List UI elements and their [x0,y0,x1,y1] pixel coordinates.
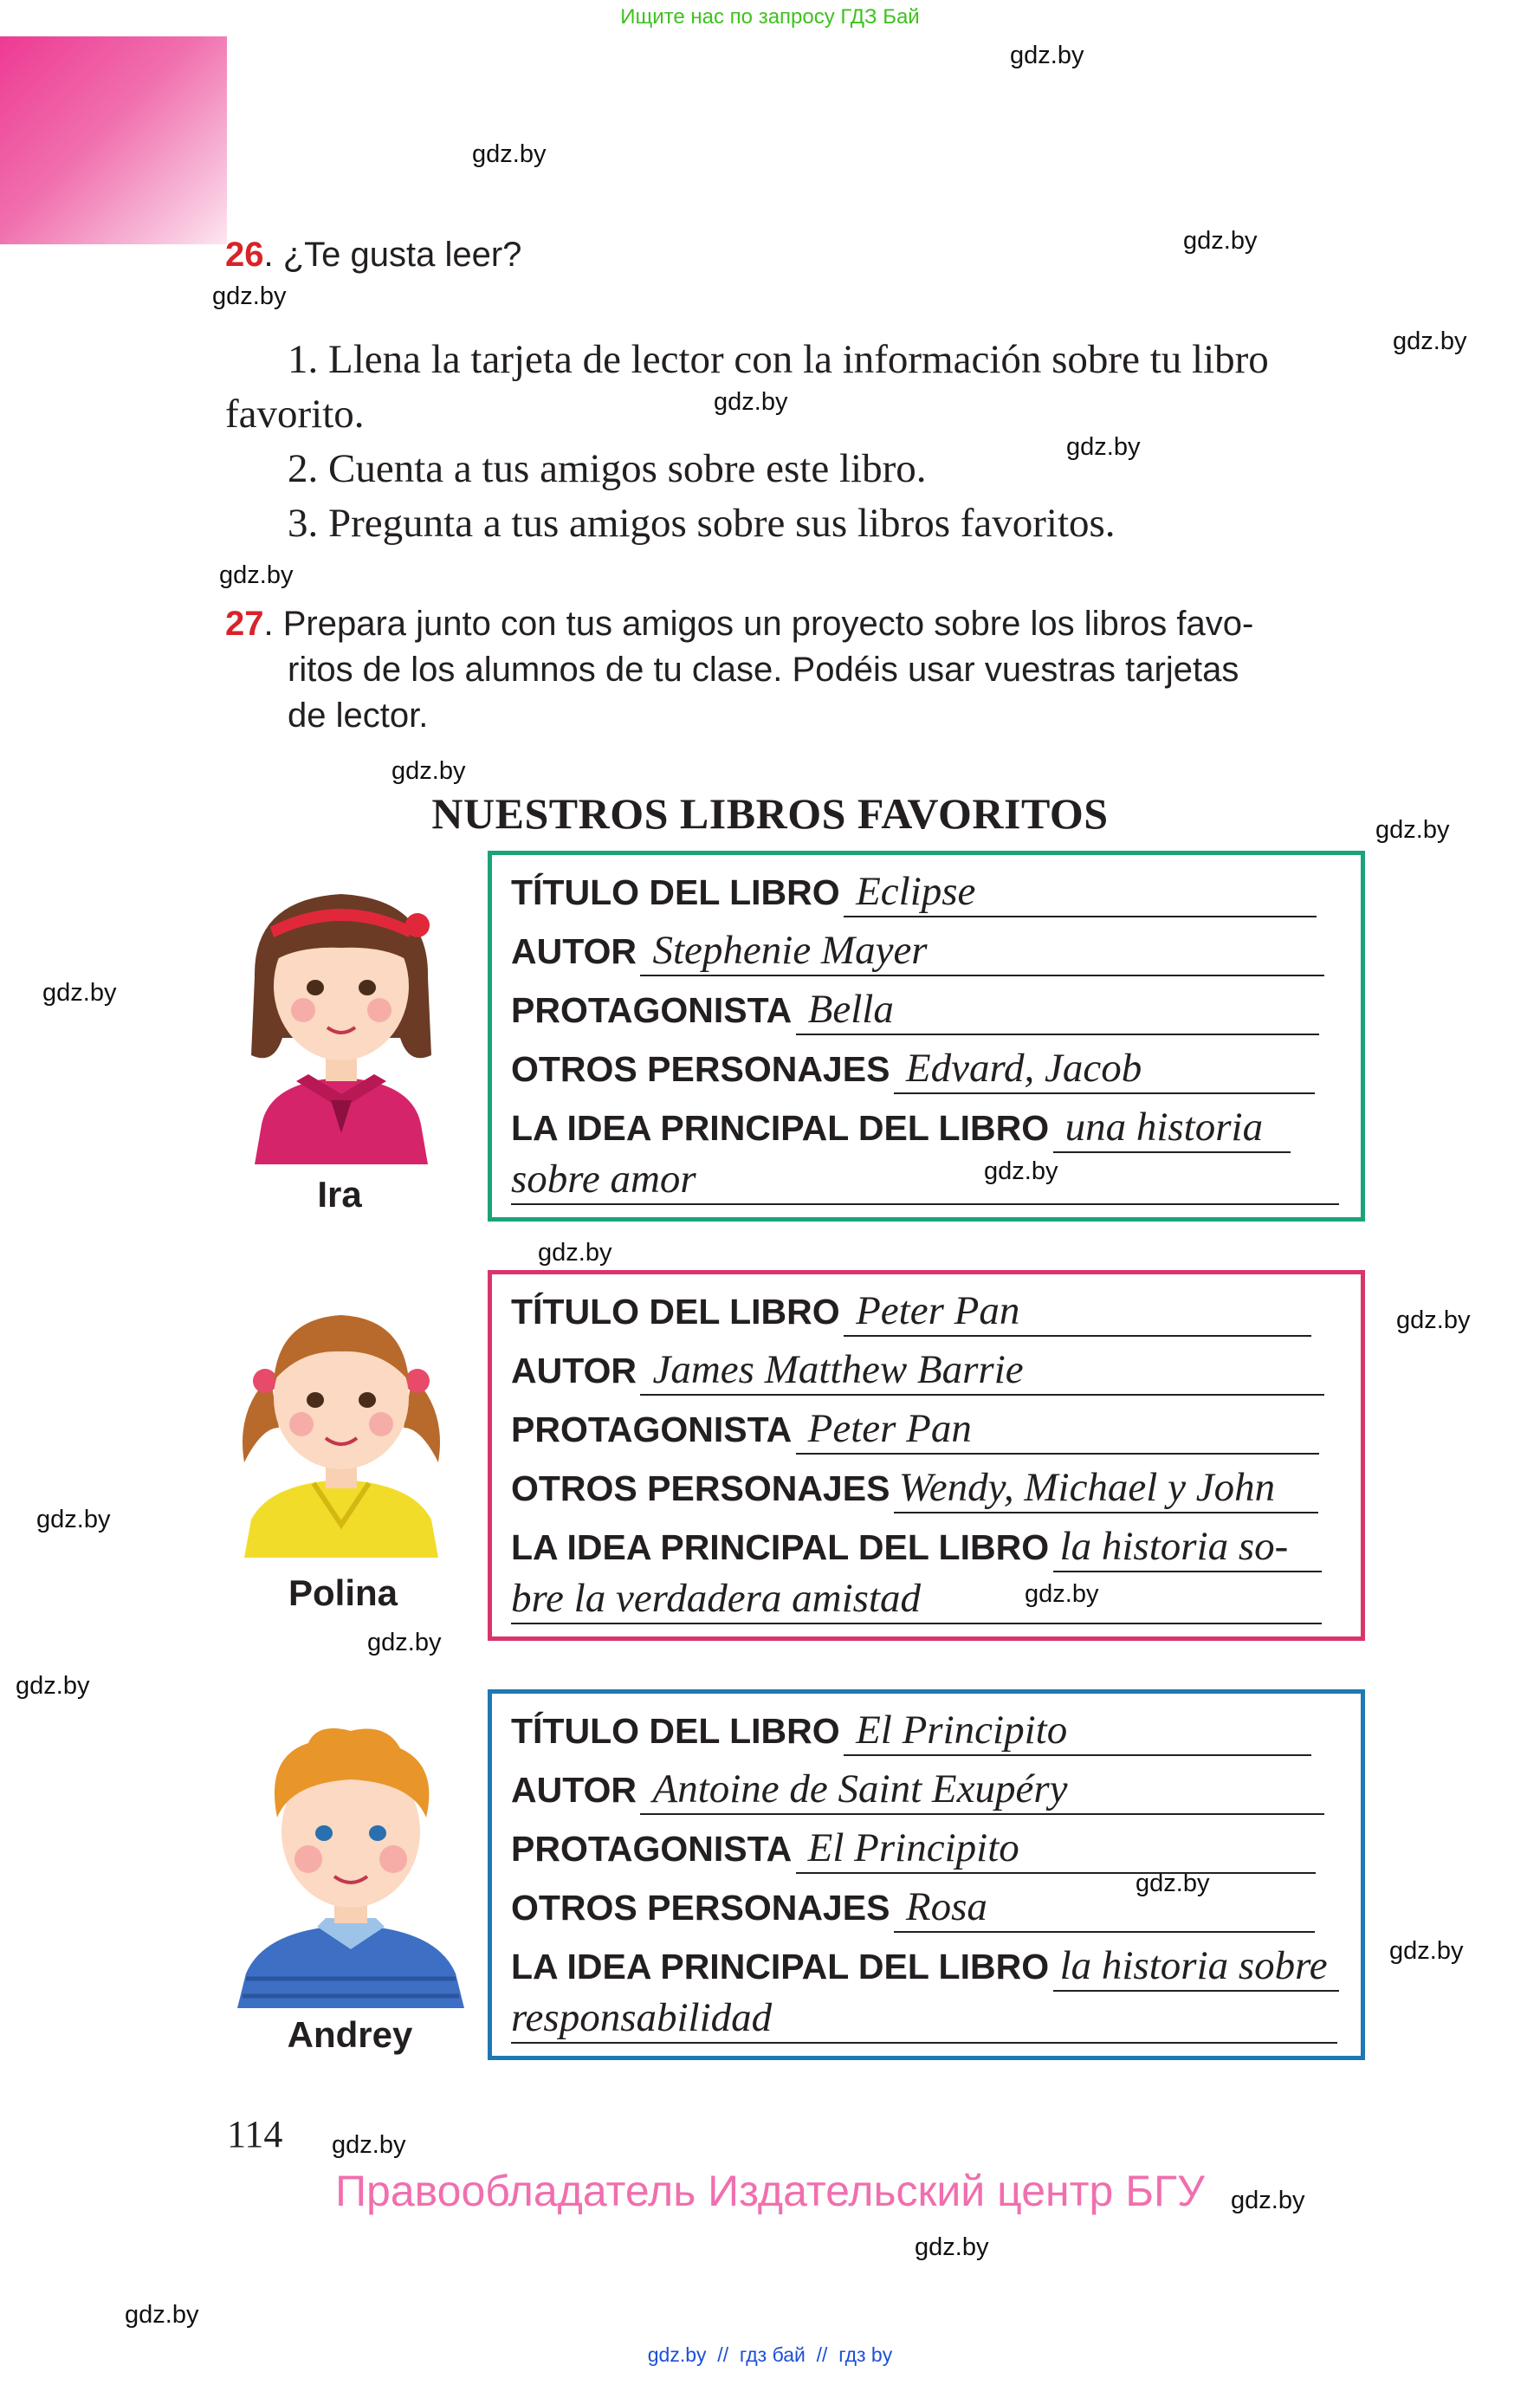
card-field-protagonist [511,985,1319,1035]
watermark: gdz.by [1389,1937,1464,1965]
field-value: Bella [796,985,1319,1035]
field-label: AUTOR [511,931,637,971]
field-label: OTROS PERSONAJES [511,1888,890,1928]
card-field-title [511,1706,1311,1756]
field-label: PROTAGONISTA [511,990,793,1030]
field-label: LA IDEA PRINCIPAL DEL LIBRO [511,1527,1050,1567]
watermark: gdz.by [714,388,788,416]
field-value: Antoine de Saint Exupéry [640,1765,1324,1815]
boy-andrey-illustration [230,1722,471,2008]
card-field-others [511,1044,1315,1094]
card-field-others [511,1883,1315,1933]
field-value: la historia so- [1053,1522,1322,1572]
section-heading: NUESTROS LIBROS FAVORITOS [431,789,1109,838]
watermark: gdz.by [332,2131,406,2159]
watermark: gdz.by [915,2233,989,2261]
field-label: TÍTULO DEL LIBRO [511,1292,840,1332]
watermark: gdz.by [16,1672,90,1700]
watermark: gdz.by [538,1239,612,1267]
task-26-item: 1. Llena la tarjeta de lector con la información sobre tu libro [288,337,1269,382]
watermark: gdz.by [984,1157,1058,1185]
card-field-idea [511,1522,1322,1572]
field-value-continued: bre la verdadera amistad [511,1574,1322,1624]
field-label: TÍTULO DEL LIBRO [511,1711,840,1751]
card-field-idea [511,1103,1291,1153]
top-search-note: Ищите нас по запросу ГДЗ Бай [620,5,920,29]
field-label: PROTAGONISTA [511,1829,793,1869]
field-value: Wendy, Michael y John [894,1463,1318,1513]
card-field-idea [511,1941,1339,1992]
field-label: PROTAGONISTA [511,1410,793,1449]
field-value: Rosa [894,1883,1315,1933]
field-value-continued: sobre amor [511,1155,1339,1205]
watermark: gdz.by [212,282,287,310]
watermark: gdz.by [1393,327,1467,355]
reader-card-ira [488,851,1365,1222]
card-field-author [511,926,1324,976]
copyright-notice: Правообладатель Издательский центр БГУ [335,2167,1205,2215]
watermark: gdz.by [367,1629,442,1656]
field-value: Edvard, Jacob [894,1044,1315,1094]
reader-card-polina [488,1270,1365,1641]
field-label: TÍTULO DEL LIBRO [511,872,840,912]
field-label: AUTOR [511,1770,637,1810]
card-field-others [511,1463,1318,1513]
watermark: gdz.by [472,140,547,168]
field-value-continued: responsabilidad [511,1993,1337,2044]
field-value: la historia sobre [1053,1941,1339,1992]
corner-decoration [0,36,227,244]
card-field-author [511,1765,1324,1815]
field-value: Stephenie Mayer [640,926,1324,976]
watermark: gdz.by [1066,433,1141,461]
card-field-author [511,1345,1324,1396]
kid-name: Ira [317,1174,362,1215]
watermark: gdz.by [1025,1580,1099,1608]
task-26-heading [225,236,521,275]
task-26-item: favorito. [225,392,365,437]
card-field-protagonist [511,1824,1316,1874]
watermark: gdz.by [1010,42,1084,69]
girl-polina-illustration [227,1298,456,1558]
watermark: gdz.by [1396,1306,1471,1334]
card-field-title [511,867,1317,917]
task-26-number: 26 [225,236,264,274]
task-27-line: de lector. [288,697,429,735]
kid-name: Andrey [287,2014,413,2055]
field-value: Peter Pan [796,1404,1319,1455]
watermark: gdz.by [36,1506,111,1533]
field-value: James Matthew Barrie [640,1345,1324,1396]
watermark: gdz.by [219,561,294,589]
watermark: gdz.by [42,979,117,1007]
field-label: OTROS PERSONAJES [511,1468,890,1508]
page-number: 114 [227,2113,283,2155]
watermark: gdz.by [1375,816,1450,844]
task-27-line: ritos de los alumnos de tu clase. Podéis usar vuestras tarjetas [288,651,1239,689]
watermark: gdz.by [1136,1870,1210,1897]
footer-links[interactable]: gdz.by // гдз бай // гдз by [647,2343,893,2366]
reader-card-andrey [488,1689,1365,2060]
field-label: AUTOR [511,1351,637,1390]
task-26-title: . ¿Te gusta leer? [263,236,522,274]
watermark: gdz.by [1183,227,1258,255]
kid-name: Polina [288,1572,398,1613]
watermark: gdz.by [125,2301,199,2329]
field-label: OTROS PERSONAJES [511,1049,890,1089]
field-value: El Principito [796,1824,1316,1874]
watermark: gdz.by [391,757,466,785]
field-value: Eclipse [844,867,1317,917]
field-label: LA IDEA PRINCIPAL DEL LIBRO [511,1947,1050,1986]
task-26-item: 2. Cuenta a tus amigos sobre este libro. [288,446,927,491]
field-label: LA IDEA PRINCIPAL DEL LIBRO [511,1108,1050,1148]
card-field-title [511,1286,1311,1337]
girl-ira-illustration [236,873,447,1164]
field-value: El Principito [844,1706,1311,1756]
field-value: una historia [1053,1103,1291,1153]
field-value: Peter Pan [844,1286,1311,1337]
watermark: gdz.by [1231,2187,1305,2214]
task-26-item: 3. Pregunta a tus amigos sobre sus libros favoritos. [288,501,1116,546]
task-27-line: 27. Prepara junto con tus amigos un proyecto sobre los libros favo- [225,605,1254,643]
task-27-number: 27 [225,605,264,643]
card-field-protagonist [511,1404,1319,1455]
